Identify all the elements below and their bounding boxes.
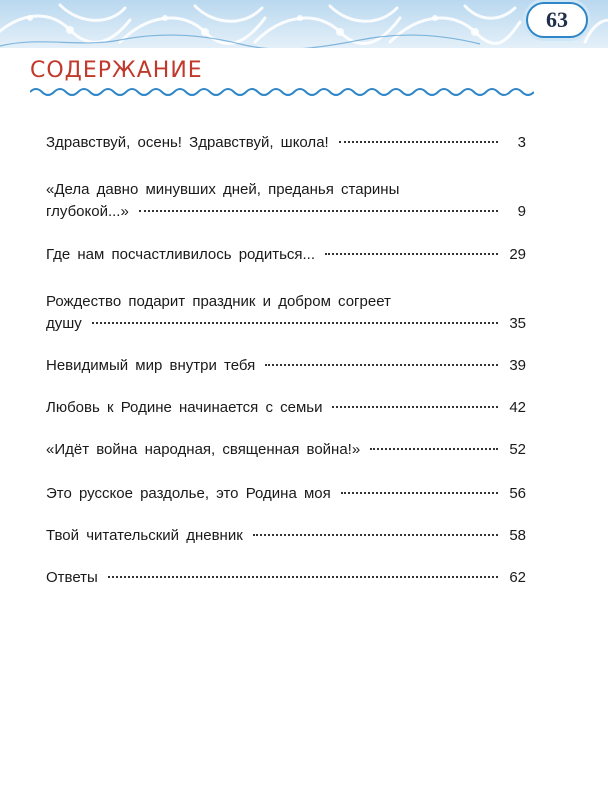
toc-entry-page: 52 [509,441,526,458]
dot-leader [332,406,498,408]
page-title: СОДЕРЖАНИЕ [30,58,203,83]
toc-entry-page: 3 [517,134,526,151]
toc-entry-title: Ответы [46,569,98,586]
toc-entry [46,567,526,589]
dot-leader [253,534,498,536]
toc-entry-line [46,397,526,419]
toc-entry-page: 58 [509,527,526,544]
table-of-contents [46,112,526,589]
toc-entry-line [46,244,526,266]
toc-entry-page: 42 [509,399,526,416]
toc-entry-line [46,567,526,589]
toc-entry-title: Где нам посчастливилось родиться... [46,246,316,263]
toc-entry-page: 62 [509,569,526,586]
toc-entry-line [46,132,526,154]
title-wave-divider [30,84,534,100]
toc-entry [46,291,526,335]
toc-entry-page: 9 [517,203,526,220]
dot-leader [139,210,498,212]
ornament-pattern [0,0,608,48]
dot-leader [92,322,498,324]
toc-entry-page: 56 [509,485,526,502]
toc-entry [46,439,526,461]
toc-entry [46,244,526,266]
toc-entry-line [46,439,526,461]
toc-entry-page: 29 [509,246,526,263]
toc-entry-title: Здравствуй, осень! Здравствуй, школа! [46,134,329,151]
toc-entry-line [46,313,526,335]
toc-entry-line [46,291,526,313]
dot-leader [339,141,498,143]
dot-leader [370,448,498,450]
toc-entry [46,355,526,377]
toc-entry-page: 35 [509,315,526,332]
toc-entry-page: 39 [509,357,526,374]
toc-entry-title: Невидимый мир внутри тебя [46,357,256,374]
toc-entry [46,397,526,419]
dot-leader [341,492,498,494]
toc-entry-line [46,355,526,377]
toc-entry-title: «Идёт война народная, священная война!» [46,441,361,458]
header-ornament-band [0,0,608,48]
toc-entry-title: Это русское раздолье, это Родина моя [46,485,331,502]
toc-entry-line [46,179,526,201]
toc-entry-title: Любовь к Родине начинается с семьи [46,399,323,416]
toc-entry [46,525,526,547]
toc-entry [46,483,526,505]
toc-entry [46,132,526,154]
toc-entry-line [46,525,526,547]
toc-entry-title: душу [46,315,82,332]
dot-leader [108,576,498,578]
toc-entry [46,179,526,223]
page-number: 63 [546,7,568,32]
toc-entry-title: Рождество подарит праздник и добром согреет [46,293,391,310]
toc-entry-title: глубокой...» [46,203,129,220]
dot-leader [265,364,498,366]
dot-leader [325,253,498,255]
toc-entry-title: «Дела давно минувших дней, преданья старины [46,181,400,198]
page-number-badge [526,2,588,38]
toc-entry-line [46,483,526,505]
toc-entry-title: Твой читательский дневник [46,527,243,544]
toc-entry-line [46,201,526,223]
